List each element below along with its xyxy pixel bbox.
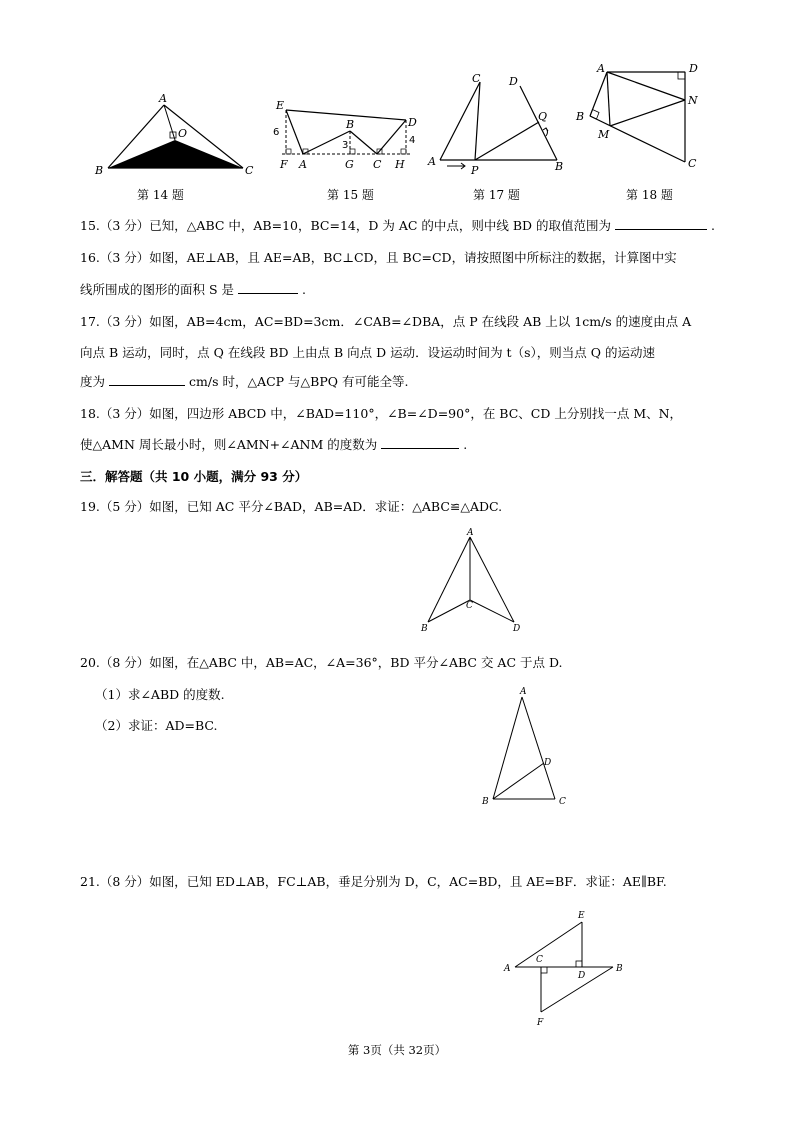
question-21: 21.（8 分）如图，已知 ED⊥AB，FC⊥AB，垂足分别为 D，C，AC=BD，且 AE=BF．求证：AE∥BF.: [80, 874, 667, 889]
figure-15: [270, 98, 420, 178]
caption-18: 第 18 题: [626, 188, 673, 202]
fig15-label-g: G: [345, 158, 354, 171]
fig18-label-c: C: [688, 157, 697, 170]
fig15-label-6: 6: [273, 127, 280, 138]
fig17-label-c: C: [472, 72, 481, 85]
question-17-line-1: 17.（3 分）如图，AB=4cm，AC=BD=3cm．∠CAB=∠DBA，点 P 在线段 AB 上以 1cm/s 的速度由点 A: [80, 314, 692, 329]
answer-blank-15[interactable]: [615, 217, 707, 230]
fig19-label-a: A: [467, 528, 474, 538]
fig15-label-d: D: [408, 116, 417, 129]
question-17-line-2: 向点 B 运动，同时，点 Q 在线段 BD 上由点 B 向点 D 运动．设运动时间为 t（s），则当点 Q 的运动速: [80, 345, 655, 360]
figure-14: [95, 92, 255, 180]
fig14-label-a: A: [159, 92, 167, 105]
fig17-label-d: D: [509, 75, 518, 88]
fig17-label-a: A: [428, 155, 436, 168]
figure-19: [418, 525, 528, 637]
fig18-label-a: A: [597, 62, 605, 75]
fig18-label-b: B: [576, 110, 585, 123]
fig20-label-b: B: [482, 797, 489, 807]
fig18-label-d: D: [689, 62, 698, 75]
caption-14: 第 14 题: [137, 188, 184, 202]
fig20-label-c: C: [559, 797, 566, 807]
fig18-label-n: N: [688, 94, 698, 107]
section-3-heading: 三．解答题（共 10 小题，满分 93 分）: [80, 469, 308, 484]
answer-blank-16[interactable]: [238, 281, 298, 294]
question-20: 20.（8 分）如图，在△ABC 中，AB=AC，∠A=36°，BD 平分∠ABC 交 AC 于点 D.: [80, 655, 563, 670]
question-15: 15.（3 分）已知，△ABC 中，AB=10，BC=14，D 为 AC 的中点，则中线 BD 的取值范围为 .: [80, 218, 716, 233]
question-20-part-1: （1）求∠ABD 的度数.: [95, 687, 225, 702]
figure-20: [478, 683, 578, 813]
question-16-line-2: 线所围成的图形的面积 S 是 .: [80, 282, 306, 297]
question-20-part-2: （2）求证：AD=BC.: [95, 718, 218, 733]
fig14-label-o: O: [178, 127, 188, 140]
fig21-label-d: D: [578, 971, 586, 981]
question-16-line-1: 16.（3 分）如图，AE⊥AB，且 AE=AB，BC⊥CD，且 BC=CD，请按照图中所标注的数据，计算图中实: [80, 250, 677, 265]
caption-15: 第 15 题: [327, 188, 374, 202]
fig20-label-d: D: [544, 758, 552, 768]
page-footer: 第 3页（共 32页）: [347, 1043, 447, 1057]
fig15-label-b: B: [346, 118, 355, 131]
fig20-label-a: A: [520, 687, 527, 697]
question-17-line-3: 度为 cm/s 时，△ACP 与△BPQ 有可能全等.: [80, 374, 409, 389]
question-18-line-2: 使△AMN 周长最小时，则∠AMN+∠ANM 的度数为 .: [80, 437, 468, 452]
fig15-label-f: F: [280, 158, 288, 171]
fig15-label-a: A: [299, 158, 307, 171]
question-18-line-1: 18.（3 分）如图，四边形 ABCD 中，∠BAD=110°，∠B=∠D=90°，在 BC、CD 上分别找一点 M、N，: [80, 406, 683, 421]
fig14-label-c: C: [245, 164, 254, 177]
fig15-label-e: E: [276, 99, 285, 112]
fig19-label-b: B: [421, 624, 428, 634]
fig17-label-q: Q: [538, 110, 548, 123]
fig14-shaded-triangle: [108, 140, 243, 168]
fig14-label-b: B: [95, 164, 104, 177]
answer-blank-18[interactable]: [381, 436, 459, 449]
fig17-label-b: B: [555, 160, 564, 173]
fig15-label-4: 4: [409, 135, 416, 146]
fig21-label-e: E: [578, 911, 585, 921]
fig21-label-f: F: [537, 1018, 544, 1028]
figure-18: [570, 62, 705, 174]
fig15-label-h: H: [395, 158, 405, 171]
caption-17: 第 17 题: [473, 188, 520, 202]
fig21-label-b: B: [616, 964, 623, 974]
fig21-label-a: A: [504, 964, 511, 974]
figure-17: [425, 70, 575, 182]
fig15-label-3: 3: [342, 140, 349, 151]
fig17-label-p: P: [471, 164, 479, 177]
fig19-label-d: D: [513, 624, 521, 634]
figure-21: [494, 905, 634, 1035]
fig21-label-c: C: [536, 955, 543, 965]
question-19: 19.（5 分）如图，已知 AC 平分∠BAD，AB=AD．求证：△ABC≌△ADC.: [80, 499, 503, 514]
answer-blank-17[interactable]: [109, 373, 185, 386]
fig18-label-m: M: [598, 128, 610, 141]
fig15-label-c: C: [373, 158, 382, 171]
fig19-label-c: C: [466, 601, 473, 611]
